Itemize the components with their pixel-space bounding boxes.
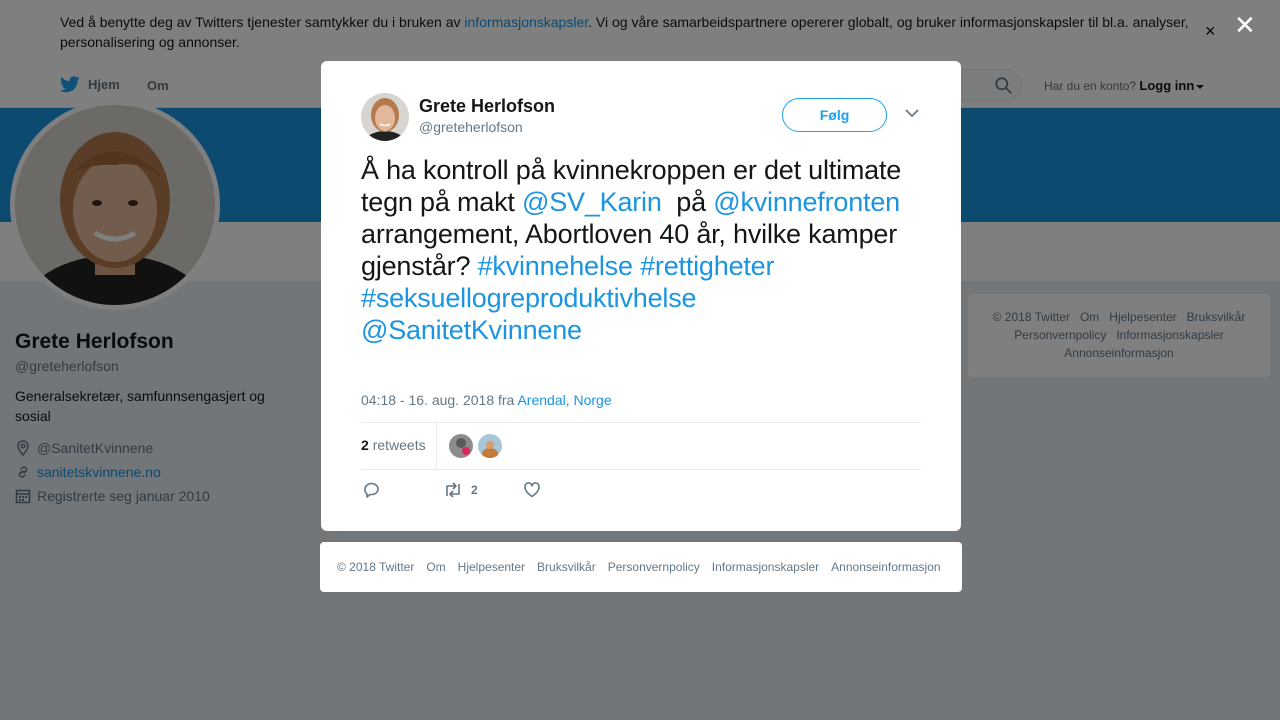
tweet-actions [361,481,921,501]
footer-link-ads[interactable]: Annonseinformasjon [831,560,941,574]
footer-link-about[interactable]: Om [426,560,446,574]
like-button[interactable] [523,481,549,499]
tweet-stats [361,422,921,470]
mention-link[interactable]: @SV_Karin [522,187,662,217]
retweet-icon [443,481,463,499]
footer-link-cookies[interactable]: Informasjonskapsler [711,560,820,574]
footer-link-privacy[interactable]: Personvernpolicy [607,560,700,574]
reply-icon [363,481,381,499]
tweet-from-label: fra [498,392,515,408]
tweet-metadata [361,392,612,408]
tweet-text-part: Å ha kontroll på kvinnekroppen er det ultimate tegn på makt [361,155,902,217]
modal-footer [320,542,962,592]
tweet-text [361,154,921,346]
close-modal-button[interactable]: ✕ [1234,10,1256,40]
author-photo [361,93,409,141]
tweet-modal [321,61,961,531]
retweet-button[interactable] [443,481,478,499]
chevron-down-icon[interactable] [905,108,919,118]
retweeter-avatars [449,434,507,458]
retweeter-photo [449,434,473,458]
hashtag-link[interactable]: #kvinnehelse [477,251,633,281]
retweeter-photo [478,434,502,458]
tweet-author-avatar[interactable] [361,93,409,141]
footer-link-help[interactable]: Hjelpesenter [457,560,526,574]
footer-copyright: © 2018 Twitter [337,560,415,574]
tweet-author-handle[interactable]: @greteherlofson [419,119,523,135]
hashtag-link[interactable]: #rettigheter [640,251,775,281]
retweeter-avatar[interactable] [478,434,502,458]
follow-button[interactable]: Følg [782,98,887,132]
heart-icon [523,481,541,499]
mention-link[interactable]: @SanitetKvinnene [361,315,582,345]
tweet-text-part: arrangement, Abortloven 40 år, hvilke kamper gjenstår? [361,219,897,281]
retweet-count: 2 [361,437,369,453]
retweet-action-count: 2 [471,483,478,497]
stats-divider [436,423,437,470]
retweeter-avatar[interactable] [449,434,473,458]
tweet-author-name[interactable]: Grete Herlofson [419,96,556,116]
tweet-timestamp[interactable]: 04:18 - 16. aug. 2018 [361,392,495,408]
retweet-label: retweets [372,437,426,453]
hashtag-link[interactable]: #seksuellogreproduktivhelse [361,283,697,313]
mention-link[interactable]: @kvinnefronten [713,187,900,217]
tweet-text-part: på [661,187,714,217]
reply-button[interactable] [363,481,389,499]
tweet-location-link[interactable]: Arendal, Norge [517,392,612,408]
footer-link-terms[interactable]: Bruksvilkår [537,560,596,574]
retweet-stat[interactable] [361,437,426,453]
